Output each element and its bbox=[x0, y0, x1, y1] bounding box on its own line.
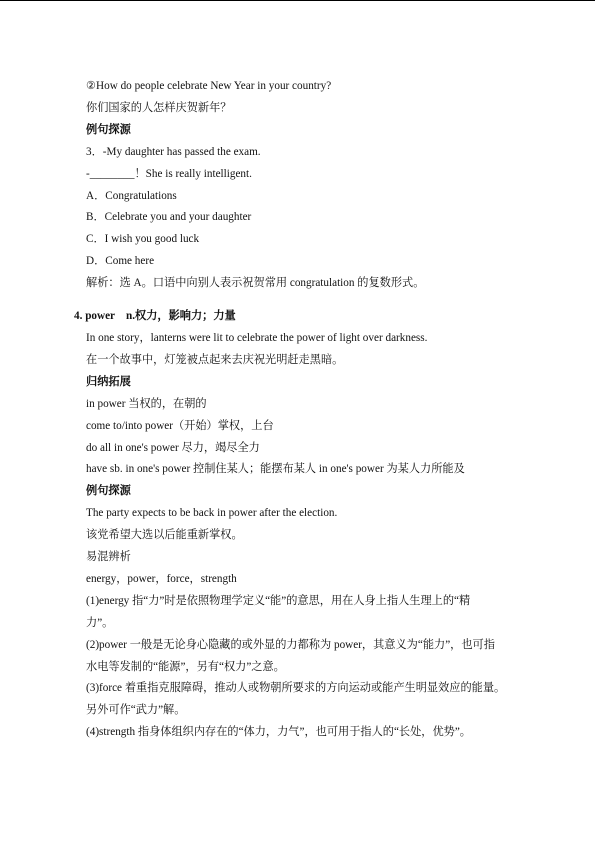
phrase-item: come to/into power（开始）掌权，上台 bbox=[86, 419, 274, 432]
phrase-item: have sb. in one's power 控制住某人；能摆布某人 in one's power 为某人力所能及 bbox=[86, 463, 465, 476]
power-sentence-zh: 在一个故事中，灯笼被点起来去庆祝光明赶走黑暗。 bbox=[86, 353, 344, 366]
question-blank: -________！She is really intelligent. bbox=[86, 167, 252, 180]
phrase-item: in power 当权的，在朝的 bbox=[86, 397, 207, 410]
option-d: D．Come here bbox=[86, 255, 155, 268]
explanation-line: (2)power 一般是无论身心隐藏的或外显的力都称为 power，其意义为“能力”，也可指 bbox=[86, 638, 495, 651]
explanation-line: (1)energy 指“力”时是依照物理学定义“能”的意思，用在人身上指人生理上的“精 bbox=[86, 594, 471, 607]
summary-heading: 归纳拓展 bbox=[86, 375, 131, 388]
section-gap bbox=[86, 295, 566, 306]
option-a: A．Congratulations bbox=[86, 189, 177, 202]
section-heading-power: 4. power n.权力，影响力；力量 bbox=[74, 310, 236, 323]
example-source-heading-2: 例句探源 bbox=[86, 485, 131, 498]
question-line-zh: 你们国家的人怎样庆贺新年？ bbox=[86, 101, 232, 114]
option-c: C．I wish you good luck bbox=[86, 233, 200, 246]
example-sentence-en: The party expects to be back in power after the election. bbox=[86, 507, 338, 520]
explanation-line: 水电等发制的“能源”，另有“权力”之意。 bbox=[86, 660, 285, 673]
confusion-heading: 易混辨析 bbox=[86, 551, 131, 564]
example-source-heading: 例句探源 bbox=[86, 123, 131, 136]
explanation-line: 另外可作“武力”解。 bbox=[86, 704, 186, 717]
example-sentence-zh: 该党希望大选以后能重新掌权。 bbox=[86, 529, 243, 542]
power-sentence-en: In one story，lanterns were lit to celebrate the power of light over darkness. bbox=[86, 331, 428, 344]
confusion-words: energy，power，force，strength bbox=[86, 572, 237, 585]
option-b: B．Celebrate you and your daughter bbox=[86, 211, 252, 224]
phrase-item: do all in one's power 尽力，竭尽全力 bbox=[86, 441, 260, 454]
explanation-line: (4)strength 指身体组织内存在的“体力，力气”，也可用于指人的“长处，优势”。 bbox=[86, 726, 471, 739]
explanation-line: 力”。 bbox=[86, 616, 114, 629]
explanation-line: (3)force 着重指克服障碍，推动人或物朝所要求的方向运动或能产生明显效应的能量。 bbox=[86, 682, 506, 695]
answer-analysis: 解析：选 A。口语中向别人表示祝贺常用 congratulation 的复数形式。 bbox=[86, 277, 425, 290]
question-line-en: ②How do people celebrate New Year in your country? bbox=[86, 80, 332, 92]
question-stem: 3．-My daughter has passed the exam. bbox=[86, 145, 261, 158]
document-body bbox=[74, 76, 566, 744]
page-top-border bbox=[0, 0, 595, 1]
